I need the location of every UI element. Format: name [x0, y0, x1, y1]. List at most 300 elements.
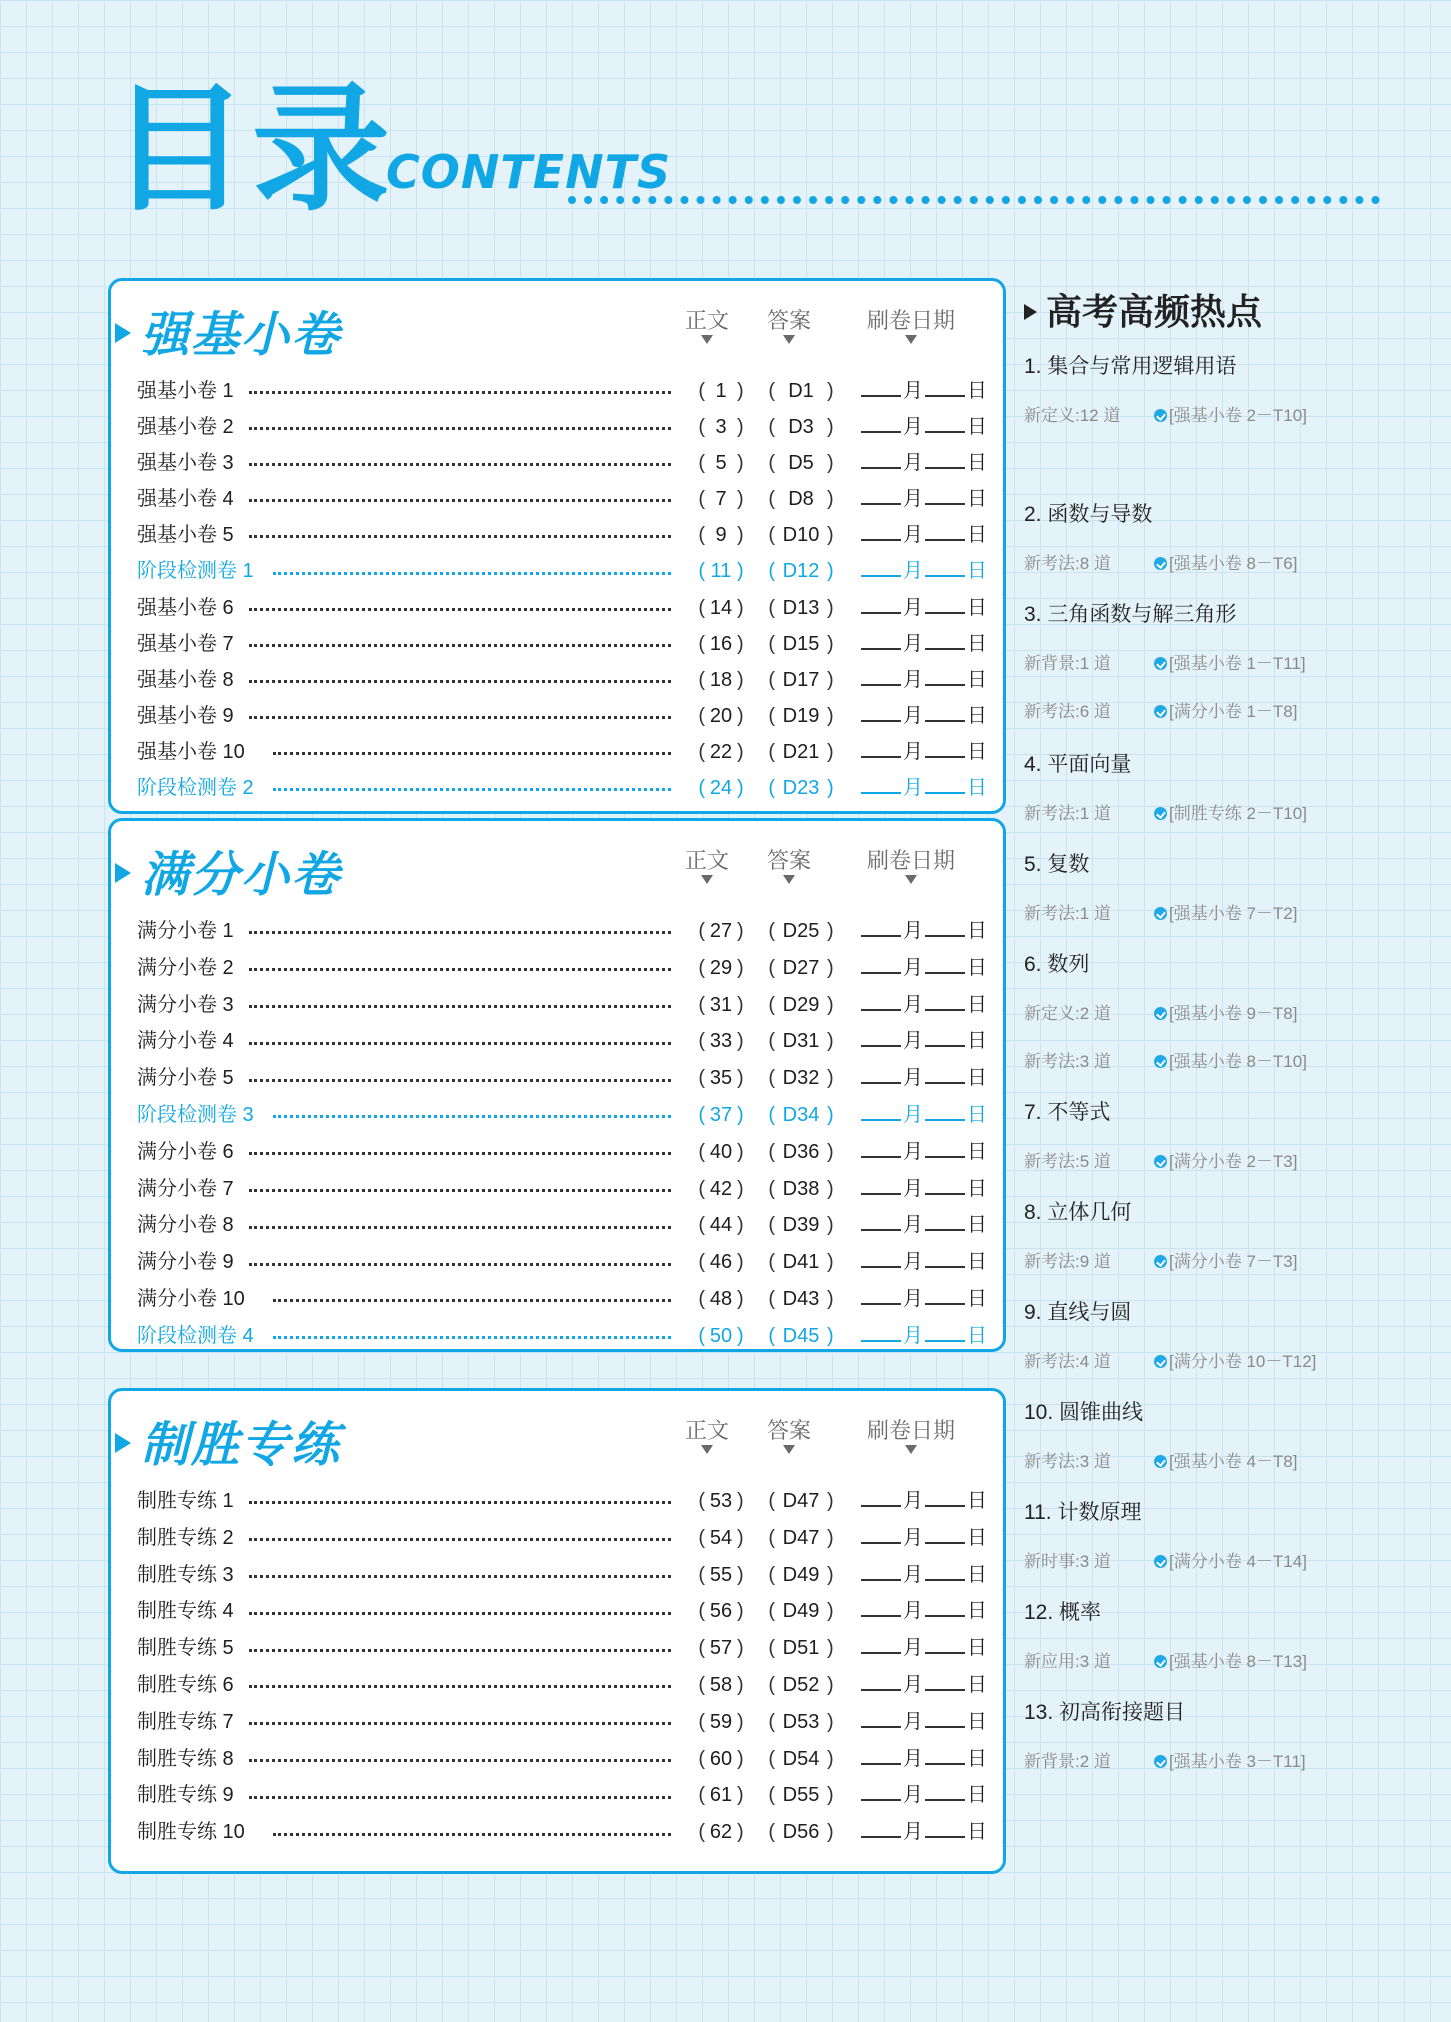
hot-topic-item	[1024, 802, 1307, 826]
month-blank[interactable]	[861, 1322, 901, 1342]
toc-row[interactable]	[111, 734, 1003, 770]
day-blank[interactable]	[925, 1487, 965, 1507]
toc-row[interactable]	[111, 1814, 1003, 1851]
month-blank[interactable]	[861, 666, 901, 686]
day-blank[interactable]	[925, 1285, 965, 1305]
day-blank[interactable]	[925, 1524, 965, 1544]
day-blank[interactable]	[925, 991, 965, 1011]
paren: )	[827, 1490, 834, 1512]
item-reference[interactable]	[1154, 1050, 1307, 1074]
paren: )	[827, 524, 834, 547]
month-blank[interactable]	[861, 377, 901, 397]
toc-row[interactable]	[111, 517, 1003, 553]
day-label: 日	[967, 488, 987, 511]
stage-test-row[interactable]	[111, 1097, 1003, 1134]
paren: (	[768, 1710, 775, 1733]
date-field[interactable]	[859, 662, 987, 698]
paren: )	[827, 1287, 834, 1310]
paren: (	[698, 1177, 705, 1200]
month-blank[interactable]	[861, 1708, 901, 1728]
day-label: 日	[967, 1103, 987, 1126]
date-field[interactable]	[859, 1171, 987, 1208]
month-label: 月	[903, 380, 923, 402]
date-field[interactable]	[859, 409, 987, 445]
month-blank[interactable]	[861, 1561, 901, 1581]
date-field[interactable]	[859, 1281, 987, 1318]
paren: )	[737, 1214, 744, 1237]
date-field[interactable]	[859, 734, 987, 770]
row-title: 满分小卷 4	[137, 1030, 234, 1053]
date-field[interactable]	[859, 445, 987, 481]
toc-row[interactable]	[111, 698, 1003, 734]
answer-page	[761, 445, 841, 481]
day-blank[interactable]	[925, 1561, 965, 1581]
toc-row[interactable]	[111, 1060, 1003, 1097]
day-label: 日	[967, 740, 987, 763]
dotted-leader	[273, 1336, 671, 1339]
item-reference[interactable]	[1154, 1650, 1307, 1674]
day-blank[interactable]	[925, 738, 965, 758]
paren: )	[827, 1251, 834, 1274]
day-blank[interactable]	[925, 1138, 965, 1158]
date-field[interactable]	[859, 1630, 987, 1667]
page-number	[691, 662, 751, 698]
paren: )	[827, 777, 834, 800]
page-number	[691, 1557, 751, 1594]
item-tag: 新背景:2 道	[1024, 1752, 1111, 1771]
toc-row[interactable]	[111, 481, 1003, 517]
item-tag: 新考法:8 道	[1024, 554, 1111, 573]
month-blank[interactable]	[861, 521, 901, 541]
month-blank[interactable]	[861, 1211, 901, 1231]
day-blank[interactable]	[925, 413, 965, 433]
paren: (	[768, 1251, 775, 1274]
toc-row[interactable]	[111, 1134, 1003, 1171]
day-label: 日	[967, 1177, 987, 1200]
date-field[interactable]	[859, 517, 987, 553]
paren: (	[698, 524, 705, 547]
item-reference[interactable]	[1154, 902, 1297, 926]
column-header-page	[671, 1417, 743, 1454]
toc-row[interactable]	[111, 1630, 1003, 1667]
hot-topic-item	[1024, 1250, 1298, 1274]
month-label: 月	[903, 1490, 923, 1512]
column-header-page	[671, 847, 743, 884]
month-blank[interactable]	[861, 449, 901, 469]
row-title: 满分小卷 2	[137, 956, 234, 979]
date-field[interactable]	[859, 950, 987, 987]
day-blank[interactable]	[925, 1781, 965, 1801]
date-field[interactable]	[859, 987, 987, 1024]
date-field[interactable]	[859, 1777, 987, 1814]
day-blank[interactable]	[925, 594, 965, 614]
month-blank[interactable]	[861, 557, 901, 577]
answer-value: D3	[788, 416, 814, 439]
dotted-leader	[273, 752, 671, 755]
month-blank[interactable]	[861, 774, 901, 794]
month-blank[interactable]	[861, 1064, 901, 1084]
answer-value: D53	[782, 1710, 820, 1733]
toc-row[interactable]	[111, 913, 1003, 950]
day-blank[interactable]	[925, 1671, 965, 1691]
day-blank[interactable]	[925, 1634, 965, 1654]
answer-value: D31	[782, 1030, 820, 1053]
answer-value: D15	[782, 632, 820, 655]
page-number	[691, 1483, 751, 1520]
month-blank[interactable]	[861, 738, 901, 758]
toc-row[interactable]	[111, 950, 1003, 987]
paren: )	[827, 668, 834, 691]
month-blank[interactable]	[861, 1781, 901, 1801]
item-reference[interactable]	[1154, 1550, 1307, 1574]
date-field[interactable]	[859, 1060, 987, 1097]
paren: )	[827, 956, 834, 979]
paren: )	[827, 1177, 834, 1200]
toc-row[interactable]	[111, 1520, 1003, 1557]
page-number	[691, 409, 751, 445]
toc-row[interactable]	[111, 1593, 1003, 1630]
paren: )	[737, 1251, 744, 1274]
answer-value: D49	[782, 1600, 820, 1623]
date-field[interactable]	[859, 1483, 987, 1520]
day-blank[interactable]	[925, 485, 965, 505]
month-label: 月	[903, 1710, 923, 1733]
row-title: 制胜专练 10	[137, 1821, 245, 1844]
toc-row[interactable]	[111, 1281, 1003, 1318]
paren: (	[768, 1747, 775, 1770]
date-field[interactable]	[859, 553, 987, 589]
day-label: 日	[967, 1673, 987, 1696]
paren: )	[737, 1103, 744, 1126]
check-circle-icon	[1154, 1255, 1167, 1268]
hot-topic-item	[1024, 1450, 1298, 1474]
down-arrow-icon	[783, 875, 795, 884]
column-header-date	[851, 307, 971, 344]
date-field[interactable]	[859, 1023, 987, 1060]
paren: )	[827, 452, 834, 475]
page-number	[691, 1520, 751, 1557]
paren: )	[737, 740, 744, 763]
item-reference[interactable]	[1154, 652, 1306, 676]
date-field[interactable]	[859, 1741, 987, 1778]
answer-value: D56	[782, 1821, 820, 1844]
item-reference[interactable]	[1154, 802, 1307, 826]
paren: (	[698, 1673, 705, 1696]
month-blank[interactable]	[861, 1524, 901, 1544]
item-reference[interactable]	[1154, 1250, 1297, 1274]
item-tag: 新考法:1 道	[1024, 804, 1111, 823]
page-number	[691, 445, 751, 481]
hot-topic-title: 7. 不等式	[1024, 1101, 1111, 1124]
paren: )	[827, 1637, 834, 1660]
day-blank[interactable]	[925, 1322, 965, 1342]
paren: )	[737, 1673, 744, 1696]
paren: )	[737, 596, 744, 619]
paren: (	[698, 1600, 705, 1623]
day-blank[interactable]	[925, 377, 965, 397]
column-header-label: 正文	[684, 308, 729, 333]
row-title: 制胜专练 4	[137, 1600, 234, 1623]
toc-row[interactable]	[111, 1207, 1003, 1244]
date-field[interactable]	[859, 770, 987, 806]
item-reference-text: [强基小卷 8－T10]	[1169, 1052, 1307, 1071]
answer-value: D36	[782, 1140, 820, 1163]
answer-value: D47	[782, 1490, 820, 1512]
day-blank[interactable]	[925, 1101, 965, 1121]
paren: )	[827, 1103, 834, 1126]
day-blank[interactable]	[925, 449, 965, 469]
triangle-marker-icon	[115, 863, 131, 883]
toc-row[interactable]	[111, 1777, 1003, 1814]
date-field[interactable]	[859, 481, 987, 517]
item-reference[interactable]	[1154, 1450, 1297, 1474]
month-blank[interactable]	[861, 954, 901, 974]
check-circle-icon	[1154, 1655, 1167, 1668]
day-blank[interactable]	[925, 521, 965, 541]
paren: )	[737, 704, 744, 727]
month-label: 月	[903, 704, 923, 727]
paren: )	[827, 1600, 834, 1623]
month-blank[interactable]	[861, 1285, 901, 1305]
paren: (	[768, 1821, 775, 1844]
column-header-date	[851, 1417, 971, 1454]
month-blank[interactable]	[861, 1138, 901, 1158]
page-value: 9	[715, 524, 727, 547]
month-blank[interactable]	[861, 594, 901, 614]
dotted-leader	[249, 1005, 671, 1008]
answer-page	[761, 1777, 841, 1814]
day-label: 日	[967, 993, 987, 1016]
dotted-leader	[249, 1079, 671, 1082]
month-blank[interactable]	[861, 1175, 901, 1195]
item-reference[interactable]	[1154, 1150, 1297, 1174]
date-field[interactable]	[859, 626, 987, 662]
day-label: 日	[967, 524, 987, 547]
day-blank[interactable]	[925, 1597, 965, 1617]
toc-row[interactable]	[111, 987, 1003, 1024]
date-field[interactable]	[859, 1557, 987, 1594]
paren: )	[737, 1747, 744, 1770]
date-field[interactable]	[859, 1520, 987, 1557]
month-blank[interactable]	[861, 917, 901, 937]
hot-topic-title: 6. 数列	[1024, 953, 1090, 976]
answer-value: D38	[782, 1177, 820, 1200]
answer-page	[761, 1134, 841, 1171]
date-field[interactable]	[859, 1814, 987, 1851]
row-title: 阶段检测卷 2	[137, 777, 254, 800]
date-field[interactable]	[859, 1704, 987, 1741]
toc-row[interactable]	[111, 1741, 1003, 1778]
day-label: 日	[967, 560, 987, 583]
dotted-leader	[249, 931, 671, 934]
answer-page	[761, 373, 841, 409]
date-field[interactable]	[859, 1318, 987, 1355]
hot-topic-title: 11. 计数原理	[1024, 1501, 1142, 1524]
day-blank[interactable]	[925, 1064, 965, 1084]
item-reference[interactable]	[1154, 1350, 1316, 1374]
hot-topic-item	[1024, 1002, 1298, 1026]
item-tag: 新考法:3 道	[1024, 1052, 1111, 1071]
day-blank[interactable]	[925, 1248, 965, 1268]
page-number	[691, 987, 751, 1024]
stage-test-row[interactable]	[111, 1318, 1003, 1355]
section-title: 满分小卷	[141, 847, 342, 903]
title-dotted-line	[568, 196, 1380, 204]
month-blank[interactable]	[861, 1634, 901, 1654]
item-reference-text: [强基小卷 2－T10]	[1169, 406, 1307, 425]
toc-row[interactable]	[111, 373, 1003, 409]
down-arrow-icon	[701, 335, 713, 344]
month-blank[interactable]	[861, 1027, 901, 1047]
date-field[interactable]	[859, 373, 987, 409]
item-reference[interactable]	[1154, 1002, 1297, 1026]
day-label: 日	[967, 1287, 987, 1310]
paren: (	[768, 993, 775, 1016]
toc-row[interactable]	[111, 1244, 1003, 1281]
paren: )	[737, 1526, 744, 1549]
item-tag: 新考法:5 道	[1024, 1152, 1111, 1171]
toc-row[interactable]	[111, 1483, 1003, 1520]
date-field[interactable]	[859, 1134, 987, 1171]
page-number	[691, 1207, 751, 1244]
page-header	[110, 69, 1380, 230]
stage-test-row[interactable]	[111, 770, 1003, 806]
day-blank[interactable]	[925, 1211, 965, 1231]
day-label: 日	[967, 1526, 987, 1549]
day-blank[interactable]	[925, 666, 965, 686]
answer-value: D52	[782, 1673, 820, 1696]
paren: (	[698, 1526, 705, 1549]
toc-row[interactable]	[111, 1557, 1003, 1594]
day-blank[interactable]	[925, 1818, 965, 1838]
row-title: 强基小卷 3	[137, 452, 234, 475]
answer-value: D21	[782, 740, 820, 763]
paren: )	[737, 668, 744, 691]
dotted-leader	[249, 463, 671, 466]
month-blank[interactable]	[861, 1671, 901, 1691]
page-number	[691, 1318, 751, 1355]
month-blank[interactable]	[861, 1248, 901, 1268]
paren: (	[698, 1067, 705, 1090]
date-field[interactable]	[859, 1667, 987, 1704]
date-field[interactable]	[859, 1244, 987, 1281]
item-reference-text: [强基小卷 4－T8]	[1169, 1452, 1298, 1471]
row-title: 强基小卷 2	[137, 416, 234, 439]
date-field[interactable]	[859, 913, 987, 950]
day-blank[interactable]	[925, 702, 965, 722]
month-blank[interactable]	[861, 413, 901, 433]
month-label: 月	[903, 777, 923, 800]
toc-row[interactable]	[111, 445, 1003, 481]
answer-page	[761, 1557, 841, 1594]
date-field[interactable]	[859, 1097, 987, 1134]
day-blank[interactable]	[925, 1708, 965, 1728]
month-blank[interactable]	[861, 1745, 901, 1765]
down-arrow-icon	[701, 1445, 713, 1454]
month-blank[interactable]	[861, 1101, 901, 1121]
month-blank[interactable]	[861, 1597, 901, 1617]
toc-row[interactable]	[111, 1023, 1003, 1060]
month-blank[interactable]	[861, 702, 901, 722]
answer-value: D47	[782, 1526, 820, 1549]
toc-row[interactable]	[111, 662, 1003, 698]
paren: )	[737, 632, 744, 655]
month-blank[interactable]	[861, 1487, 901, 1507]
paren: )	[737, 1600, 744, 1623]
day-blank[interactable]	[925, 630, 965, 650]
month-blank[interactable]	[861, 630, 901, 650]
paren: )	[737, 1067, 744, 1090]
page-value: 33	[709, 1030, 733, 1053]
item-tag: 新背景:1 道	[1024, 654, 1111, 673]
month-blank[interactable]	[861, 1818, 901, 1838]
page-number	[691, 1667, 751, 1704]
month-label: 月	[903, 1637, 923, 1660]
section-title: 制胜专练	[141, 1417, 342, 1473]
dotted-leader	[249, 968, 671, 971]
day-blank[interactable]	[925, 1175, 965, 1195]
item-tag: 新考法:3 道	[1024, 1452, 1111, 1471]
answer-value: D10	[782, 524, 820, 547]
date-field[interactable]	[859, 1593, 987, 1630]
paren: (	[768, 1526, 775, 1549]
toc-row[interactable]	[111, 409, 1003, 445]
check-circle-icon	[1154, 1455, 1167, 1468]
section-header	[111, 821, 1003, 913]
date-field[interactable]	[859, 698, 987, 734]
date-field[interactable]	[859, 1207, 987, 1244]
item-reference[interactable]	[1154, 1750, 1306, 1774]
paren: (	[698, 1251, 705, 1274]
toc-row[interactable]	[111, 1704, 1003, 1741]
day-label: 日	[967, 1251, 987, 1274]
day-blank[interactable]	[925, 954, 965, 974]
day-blank[interactable]	[925, 917, 965, 937]
month-label: 月	[903, 1140, 923, 1163]
toc-row[interactable]	[111, 590, 1003, 626]
day-blank[interactable]	[925, 1027, 965, 1047]
page-number	[691, 734, 751, 770]
paren: )	[827, 1526, 834, 1549]
day-blank[interactable]	[925, 774, 965, 794]
item-reference[interactable]	[1154, 700, 1297, 724]
toc-row[interactable]	[111, 1171, 1003, 1208]
toc-row[interactable]	[111, 626, 1003, 662]
answer-value: D17	[782, 668, 820, 691]
item-reference[interactable]	[1154, 552, 1297, 576]
day-blank[interactable]	[925, 1745, 965, 1765]
dotted-leader	[249, 608, 671, 611]
page-number	[691, 553, 751, 589]
date-field[interactable]	[859, 590, 987, 626]
page-number	[691, 1593, 751, 1630]
stage-test-row[interactable]	[111, 553, 1003, 589]
toc-rows	[111, 1483, 1003, 1851]
month-blank[interactable]	[861, 485, 901, 505]
month-label: 月	[903, 1747, 923, 1770]
paren: (	[768, 560, 775, 583]
day-blank[interactable]	[925, 557, 965, 577]
hot-topic-title: 13. 初高衔接题目	[1024, 1701, 1186, 1724]
paren: (	[768, 956, 775, 979]
toc-row[interactable]	[111, 1667, 1003, 1704]
month-blank[interactable]	[861, 991, 901, 1011]
page-number	[691, 913, 751, 950]
hot-topic-item	[1024, 1150, 1298, 1174]
toc-rows	[111, 373, 1003, 806]
page-value: 31	[709, 993, 733, 1016]
item-reference[interactable]	[1154, 404, 1307, 428]
